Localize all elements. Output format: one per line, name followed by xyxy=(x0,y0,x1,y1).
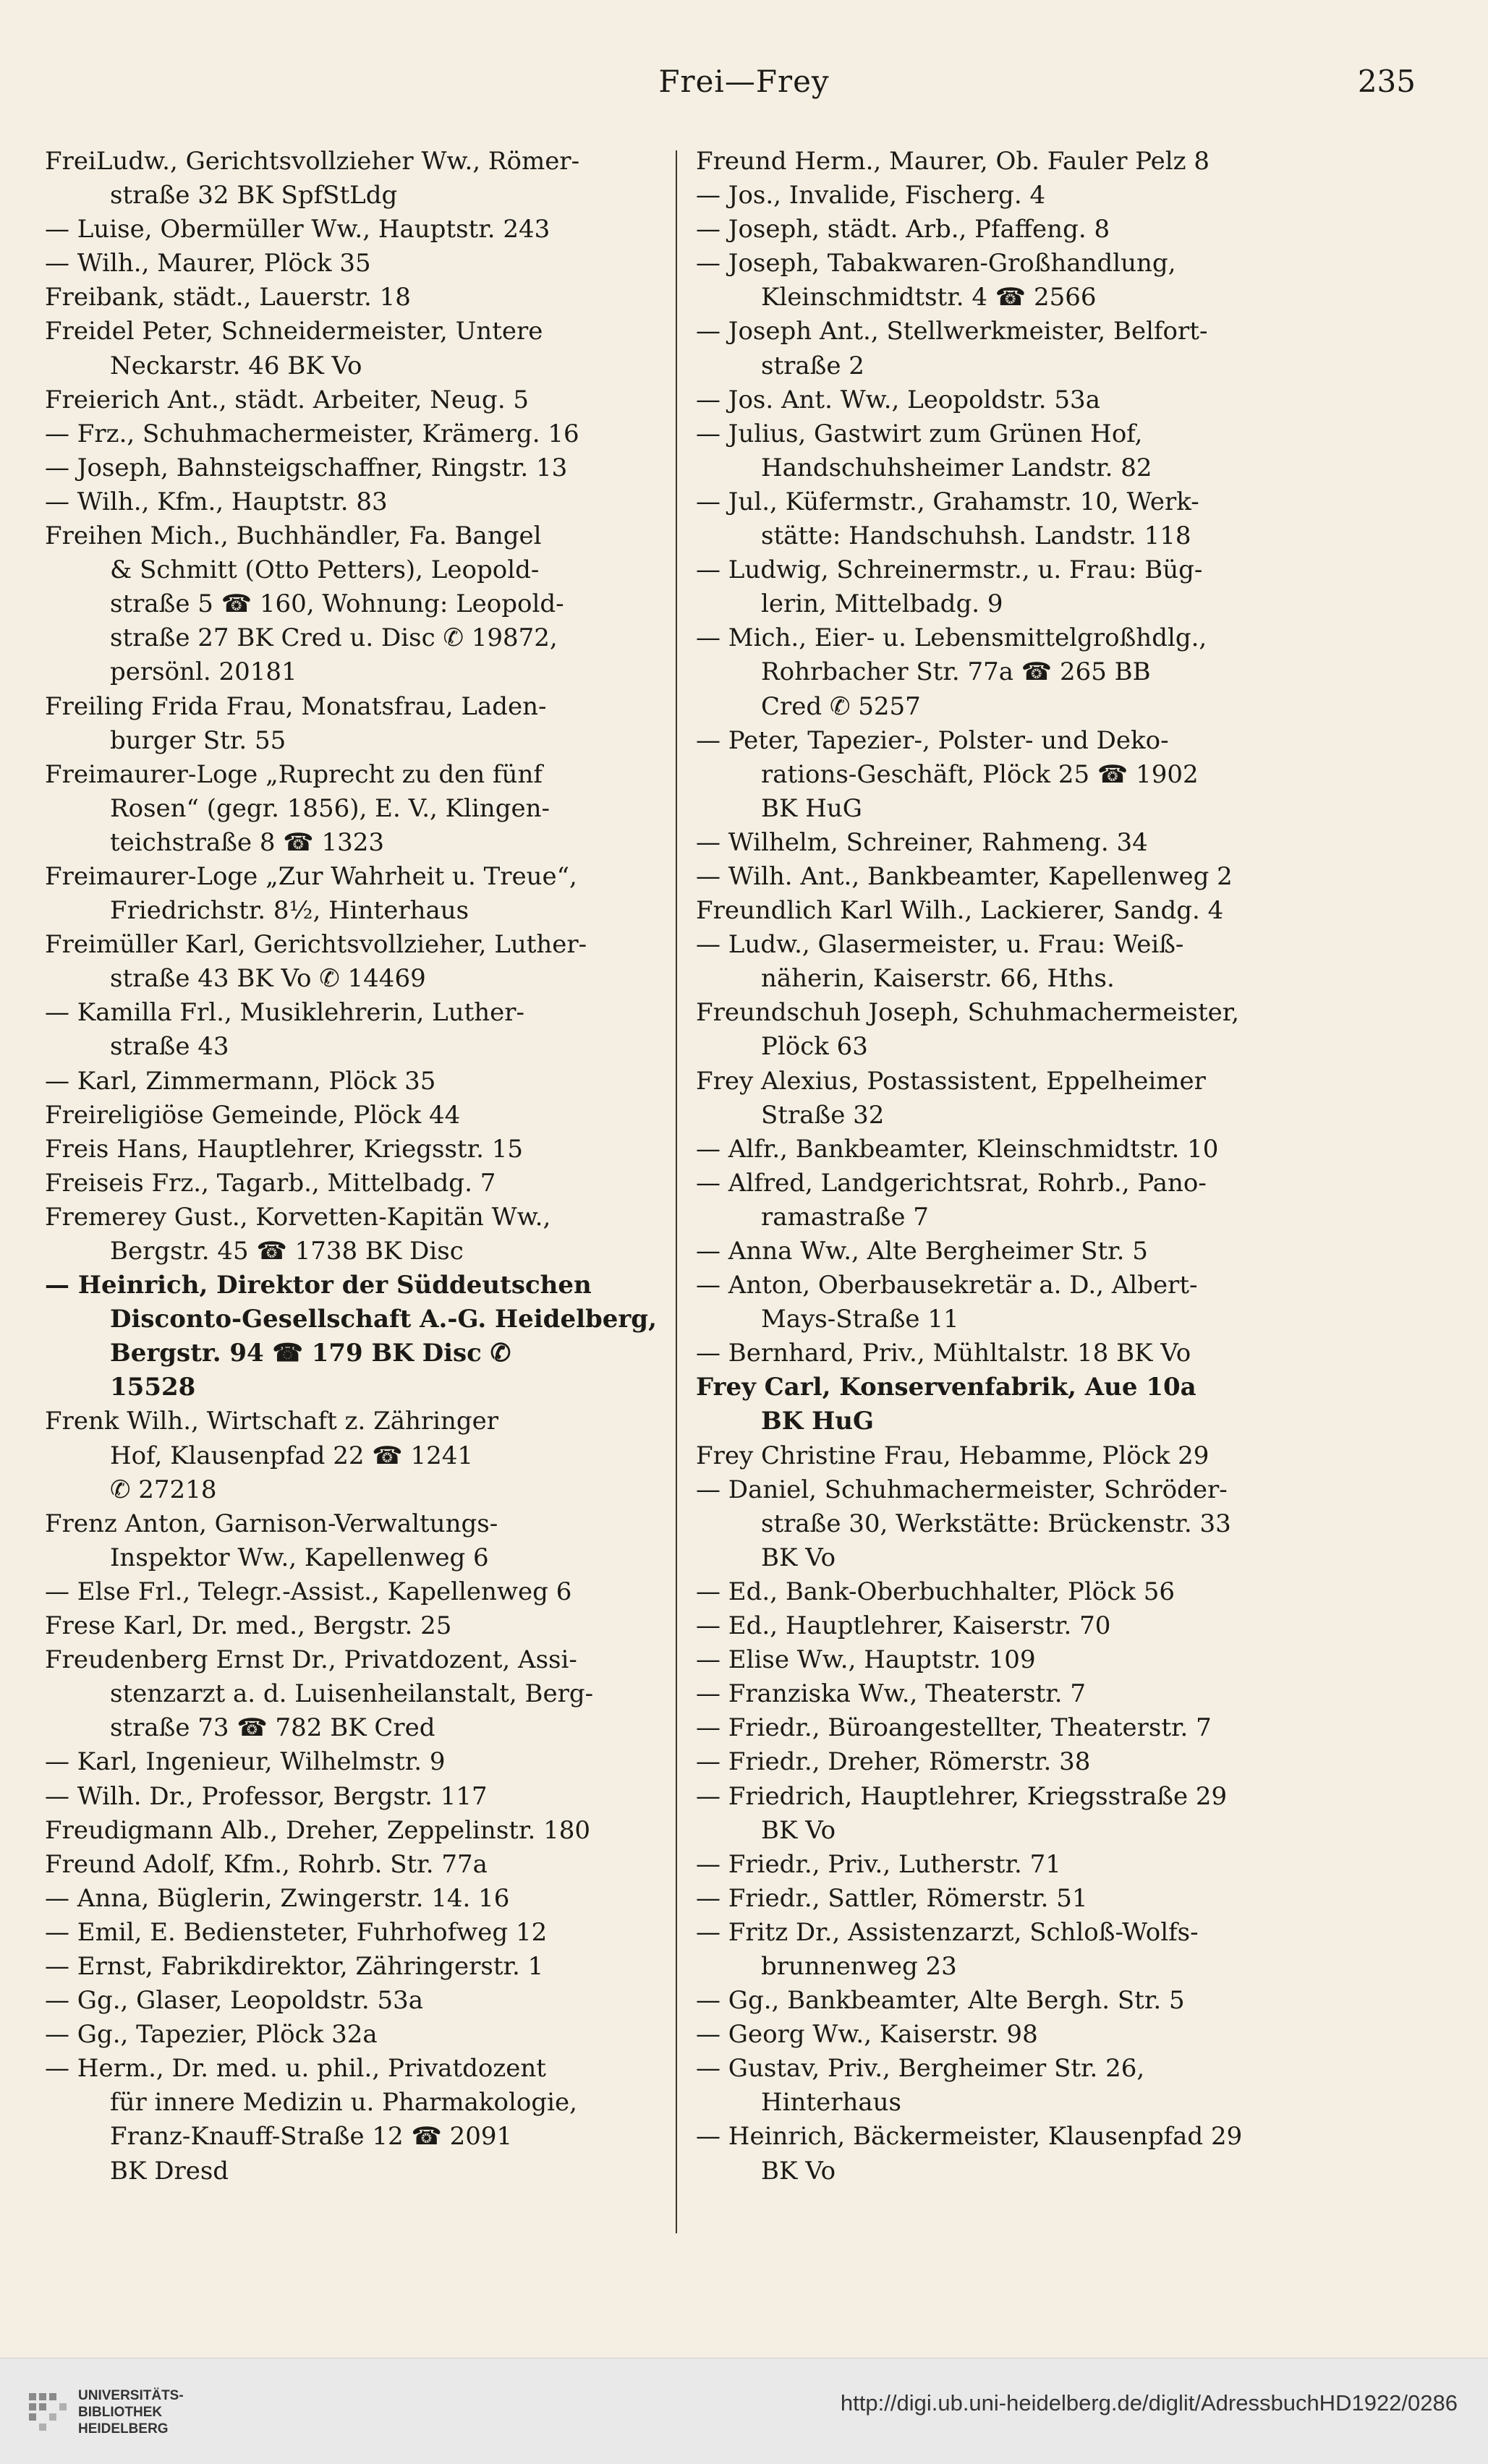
entry-line: Fremerey Gust., Korvetten-Kapitän Ww., xyxy=(45,1202,551,1232)
entry-line: — Anna Ww., Alte Bergheimer Str. 5 xyxy=(696,1237,1148,1266)
directory-entry xyxy=(696,213,1325,247)
entry-line: Freierich Ant., städt. Arbeiter, Neug. 5 xyxy=(45,385,530,414)
entry-line: — Georg Ww., Kaiserstr. 98 xyxy=(696,2020,1038,2050)
directory-entry xyxy=(696,1065,1325,1133)
directory-entry xyxy=(696,1882,1325,1916)
entry-line: Freiling Frida Frau, Monatsfrau, Laden- xyxy=(45,691,547,721)
directory-entry xyxy=(696,1575,1325,1609)
directory-entry xyxy=(45,485,681,519)
entry-line: — Wilhelm, Schreiner, Rahmeng. 34 xyxy=(696,827,1148,857)
entry-line: — Wilh. Ant., Bankbeamter, Kapellenweg 2 xyxy=(696,861,1233,891)
directory-entry xyxy=(45,758,681,860)
entry-line: Freund Adolf, Kfm., Rohrb. Str. 77a xyxy=(45,1849,488,1879)
source-url-link[interactable]: http://digi.ub.uni-heidelberg.de/diglit/AdressbuchHD1922/0286 xyxy=(840,2390,1458,2416)
entry-continuation-line: Hinterhaus xyxy=(761,2088,901,2118)
directory-entry xyxy=(45,145,681,213)
directory-entry xyxy=(696,724,1325,826)
directory-entry xyxy=(696,1370,1325,1438)
entry-line: — Wilh., Kfm., Hauptstr. 83 xyxy=(45,487,388,516)
entry-line: — Else Frl., Telegr.-Assist., Kapellenweg 6 xyxy=(45,1577,572,1606)
directory-entry xyxy=(696,826,1325,860)
directory-entry xyxy=(45,1848,681,1882)
directory-entry xyxy=(696,179,1325,213)
entry-continuation-line: Inspektor Ww., Kapellenweg 6 xyxy=(110,1543,489,1572)
entry-line: Freundschuh Joseph, Schuhmachermeister, xyxy=(696,998,1240,1028)
directory-entry xyxy=(45,1201,681,1269)
directory-entry xyxy=(45,1269,681,1404)
entry-line: Freundlich Karl Wilh., Lackierer, Sandg. 4 xyxy=(696,896,1224,926)
directory-entry xyxy=(45,1950,681,1984)
directory-entry xyxy=(696,894,1325,928)
entry-continuation-line: burger Str. 55 xyxy=(110,725,286,755)
directory-entry xyxy=(696,1677,1325,1711)
directory-entry xyxy=(696,2052,1325,2120)
directory-entry xyxy=(696,996,1325,1064)
directory-entry xyxy=(45,1984,681,2018)
entry-line: — Herm., Dr. med. u. phil., Privatdozent xyxy=(45,2054,546,2084)
entry-continuation-line: Cred ✆ 5257 xyxy=(761,691,921,721)
entry-line: — Julius, Gastwirt zum Grünen Hof, xyxy=(696,419,1143,448)
logo-line: BIBLIOTHEK xyxy=(78,2405,163,2420)
entry-line: Frese Karl, Dr. med., Bergstr. 25 xyxy=(45,1611,452,1641)
entry-continuation-line: Rosen“ (gegr. 1856), E. V., Klingen- xyxy=(110,793,550,823)
directory-entry xyxy=(45,996,681,1064)
directory-entry xyxy=(45,1099,681,1133)
entry-line: Frenk Wilh., Wirtschaft z. Zähringer xyxy=(45,1407,499,1436)
entry-line: — Anna, Büglerin, Zwingerstr. 14. 16 xyxy=(45,1883,510,1913)
entry-continuation-line: stenzarzt a. d. Luisenheilanstalt, Berg- xyxy=(110,1679,594,1709)
entry-continuation-line: straße 5 ☎ 160, Wohnung: Leopold- xyxy=(110,589,564,619)
entry-line: — Joseph, Tabakwaren-Großhandlung, xyxy=(696,249,1176,278)
directory-entry xyxy=(696,553,1325,621)
directory-entry xyxy=(45,860,681,928)
entry-continuation-line: Kleinschmidtstr. 4 ☎ 2566 xyxy=(761,283,1097,312)
entry-continuation-line: Straße 32 xyxy=(761,1100,885,1130)
directory-entry xyxy=(45,1575,681,1609)
entry-line: — Gg., Tapezier, Plöck 32a xyxy=(45,2020,378,2050)
entry-line: — Jul., Küfermstr., Grahamstr. 10, Werk- xyxy=(696,487,1199,516)
entry-continuation-line: straße 43 BK Vo ✆ 14469 xyxy=(110,964,426,994)
entry-line: Frey Alexius, Postassistent, Eppelheimer xyxy=(696,1066,1206,1096)
entry-line: — Gustav, Priv., Bergheimer Str. 26, xyxy=(696,2054,1145,2084)
entry-continuation-line: teichstraße 8 ☎ 1323 xyxy=(110,827,384,857)
directory-entry xyxy=(45,281,681,315)
directory-entry xyxy=(45,213,681,247)
entry-continuation-line: BK HuG xyxy=(761,1407,875,1436)
directory-entry xyxy=(696,1473,1325,1575)
directory-entry xyxy=(45,451,681,485)
directory-entry xyxy=(696,1848,1325,1882)
entry-line: — Gg., Glaser, Leopoldstr. 53a xyxy=(45,1986,423,2016)
entry-line: — Bernhard, Priv., Mühltalstr. 18 BK Vo xyxy=(696,1339,1191,1368)
entry-line: — Joseph, städt. Arb., Pfaffeng. 8 xyxy=(696,215,1110,244)
entry-line: — Wilh. Dr., Professor, Bergstr. 117 xyxy=(45,1781,488,1811)
entry-line: — Emil, E. Bediensteter, Fuhrhofweg 12 xyxy=(45,1917,548,1947)
entry-continuation-line: Rohrbacher Str. 77a ☎ 265 BB xyxy=(761,657,1151,687)
entry-continuation-line: Franz-Knauff-Straße 12 ☎ 2091 xyxy=(110,2122,513,2152)
entry-line: Freihen Mich., Buchhändler, Fa. Bangel xyxy=(45,521,542,551)
directory-entry xyxy=(696,1167,1325,1235)
entry-line: Freimaurer-Loge „Ruprecht zu den fünf xyxy=(45,759,543,789)
directory-entry xyxy=(696,621,1325,723)
directory-entry xyxy=(45,1065,681,1099)
entry-line: Freund Herm., Maurer, Ob. Fauler Pelz 8 xyxy=(696,147,1209,176)
entry-line: — Ed., Bank-Oberbuchhalter, Plöck 56 xyxy=(696,1577,1175,1606)
directory-entry xyxy=(696,1745,1325,1779)
directory-entry xyxy=(696,1439,1325,1473)
directory-entry xyxy=(45,383,681,417)
directory-entry xyxy=(696,315,1325,383)
entry-continuation-line: straße 27 BK Cred u. Disc ✆ 19872, xyxy=(110,623,558,653)
directory-entry xyxy=(45,1167,681,1201)
entry-line: — Gg., Bankbeamter, Alte Bergh. Str. 5 xyxy=(696,1986,1185,2016)
entry-continuation-line: & Schmitt (Otto Petters), Leopold- xyxy=(110,555,540,585)
directory-entry xyxy=(696,1916,1325,1984)
entry-line: — Ludwig, Schreinermstr., u. Frau: Büg- xyxy=(696,555,1203,585)
entry-line: Freidel Peter, Schneidermeister, Untere xyxy=(45,317,543,346)
directory-entry xyxy=(696,1711,1325,1745)
directory-entry xyxy=(45,690,681,758)
directory-entry xyxy=(45,1133,681,1167)
entry-continuation-line: Neckarstr. 46 BK Vo xyxy=(110,351,362,380)
entry-continuation-line: BK Vo xyxy=(761,2156,836,2186)
entry-line: — Kamilla Frl., Musiklehrerin, Luther- xyxy=(45,998,524,1028)
entry-line: — Friedr., Büroangestellter, Theaterstr. 7 xyxy=(696,1713,1212,1743)
entry-line: — Friedr., Sattler, Römerstr. 51 xyxy=(696,1883,1088,1913)
directory-entry xyxy=(696,485,1325,553)
entry-continuation-line: straße 30, Werkstätte: Brückenstr. 33 xyxy=(761,1509,1231,1538)
entry-line: — Elise Ww., Hauptstr. 109 xyxy=(696,1645,1036,1675)
entry-line: Freibank, städt., Lauerstr. 18 xyxy=(45,283,411,312)
entry-line: — Heinrich, Direktor der Süddeutschen xyxy=(45,1271,592,1300)
entry-continuation-line: straße 32 BK SpfStLdg xyxy=(110,181,398,210)
entry-line: — Joseph Ant., Stellwerkmeister, Belfort- xyxy=(696,317,1208,346)
directory-entry xyxy=(696,247,1325,315)
directory-entry xyxy=(45,519,681,689)
library-logo-text xyxy=(78,2387,184,2437)
entry-continuation-line: Disconto-Gesellschaft A.-G. Heidelberg, xyxy=(110,1305,657,1334)
entry-continuation-line: BK Vo xyxy=(761,1543,836,1572)
directory-entry xyxy=(45,1507,681,1575)
page-number: 235 xyxy=(1357,64,1416,99)
footer-bar xyxy=(0,2358,1488,2464)
entry-line: FreiLudw., Gerichtsvollzieher Ww., Römer- xyxy=(45,147,580,176)
entry-line: — Friedrich, Hauptlehrer, Kriegsstraße 29 xyxy=(696,1781,1228,1811)
directory-entry xyxy=(45,417,681,451)
entry-line: Freireligiöse Gemeinde, Plöck 44 xyxy=(45,1100,461,1130)
directory-entry xyxy=(696,2120,1325,2188)
directory-entry xyxy=(45,247,681,281)
entry-continuation-line: für innere Medizin u. Pharmakologie, xyxy=(110,2088,577,2118)
page-header xyxy=(43,64,1445,114)
entry-continuation-line: lerin, Mittelbadg. 9 xyxy=(761,589,1003,619)
directory-entry xyxy=(45,1404,681,1506)
directory-entry xyxy=(696,417,1325,485)
entry-continuation-line: ramastraße 7 xyxy=(761,1202,929,1232)
entry-continuation-line: ✆ 27218 xyxy=(110,1475,217,1504)
directory-entry xyxy=(45,1916,681,1950)
directory-entry xyxy=(696,1133,1325,1167)
entry-continuation-line: Friedrichstr. 8½, Hinterhaus xyxy=(110,896,469,926)
running-title: Frei—Frey xyxy=(658,64,830,99)
entry-line: — Luise, Obermüller Ww., Hauptstr. 243 xyxy=(45,215,550,244)
directory-entry xyxy=(696,860,1325,894)
entry-line: — Jos. Ant. Ww., Leopoldstr. 53a xyxy=(696,385,1100,414)
entry-line: — Karl, Zimmermann, Plöck 35 xyxy=(45,1066,436,1096)
entry-line: — Heinrich, Bäckermeister, Klausenpfad 29 xyxy=(696,2122,1243,2152)
directory-entry xyxy=(696,1643,1325,1677)
entry-continuation-line: stätte: Handschuhsh. Landstr. 118 xyxy=(761,521,1191,551)
directory-entry xyxy=(696,1337,1325,1370)
entry-line: Freimüller Karl, Gerichtsvollzieher, Luther- xyxy=(45,930,587,960)
entry-line: Freiseis Frz., Tagarb., Mittelbadg. 7 xyxy=(45,1168,496,1198)
entry-continuation-line: straße 2 xyxy=(761,351,864,380)
entry-continuation-line: 15528 xyxy=(110,1373,196,1402)
directory-entry xyxy=(696,1269,1325,1337)
entry-line: — Wilh., Maurer, Plöck 35 xyxy=(45,249,371,278)
entry-continuation-line: Bergstr. 45 ☎ 1738 BK Disc xyxy=(110,1237,464,1266)
entry-line: — Peter, Tapezier-, Polster- und Deko- xyxy=(696,725,1169,755)
directory-entry xyxy=(696,928,1325,996)
directory-entry xyxy=(45,1643,681,1745)
entry-line: Freudenberg Ernst Dr., Privatdozent, Assi- xyxy=(45,1645,577,1675)
entry-continuation-line: straße 43 xyxy=(110,1032,229,1062)
entry-continuation-line: straße 73 ☎ 782 BK Cred xyxy=(110,1713,435,1743)
entry-line: — Frz., Schuhmachermeister, Krämerg. 16 xyxy=(45,419,579,448)
entry-line: — Daniel, Schuhmachermeister, Schröder- xyxy=(696,1475,1228,1504)
directory-entry xyxy=(45,1882,681,1916)
entry-line: — Ernst, Fabrikdirektor, Zähringerstr. 1 xyxy=(45,1951,544,1981)
entry-line: — Friedr., Dreher, Römerstr. 38 xyxy=(696,1747,1091,1777)
directory-entry xyxy=(45,1609,681,1643)
entry-line: — Friedr., Priv., Lutherstr. 71 xyxy=(696,1849,1061,1879)
entry-continuation-line: BK Vo xyxy=(761,1815,836,1845)
entry-line: Frey Carl, Konservenfabrik, Aue 10a xyxy=(696,1373,1196,1402)
entry-line: — Ludw., Glasermeister, u. Frau: Weiß- xyxy=(696,930,1184,960)
entry-continuation-line: persönl. 20181 xyxy=(110,657,297,687)
directory-entry xyxy=(45,2052,681,2188)
entry-continuation-line: Hof, Klausenpfad 22 ☎ 1241 xyxy=(110,1441,473,1470)
entry-line: — Ed., Hauptlehrer, Kaiserstr. 70 xyxy=(696,1611,1111,1641)
entry-line: — Karl, Ingenieur, Wilhelmstr. 9 xyxy=(45,1747,446,1777)
entry-line: — Alfred, Landgerichtsrat, Rohrb., Pano- xyxy=(696,1168,1207,1198)
entry-line: Frenz Anton, Garnison-Verwaltungs- xyxy=(45,1509,498,1538)
directory-entry xyxy=(696,145,1325,179)
directory-entry xyxy=(45,2018,681,2052)
entry-continuation-line: Bergstr. 94 ☎ 179 BK Disc ✆ xyxy=(110,1339,511,1368)
entry-line: — Joseph, Bahnsteigschaffner, Ringstr. 13 xyxy=(45,453,568,482)
logo-line: HEIDELBERG xyxy=(78,2421,169,2437)
entry-continuation-line: brunnenweg 23 xyxy=(761,1951,957,1981)
directory-entry xyxy=(45,315,681,383)
entry-line: — Fritz Dr., Assistenzarzt, Schloß-Wolfs- xyxy=(696,1917,1199,1947)
entry-line: Freimaurer-Loge „Zur Wahrheit u. Treue“, xyxy=(45,861,577,891)
right-column xyxy=(696,145,1325,2188)
entry-line: — Mich., Eier- u. Lebensmittelgroßhdlg., xyxy=(696,623,1207,653)
directory-entry xyxy=(45,1780,681,1814)
column-divider xyxy=(676,150,677,2233)
directory-entry xyxy=(45,1745,681,1779)
entry-continuation-line: rations-Geschäft, Plöck 25 ☎ 1902 xyxy=(761,759,1199,789)
entry-continuation-line: näherin, Kaiserstr. 66, Hths. xyxy=(761,964,1115,994)
entry-line: Frey Christine Frau, Hebamme, Plöck 29 xyxy=(696,1441,1209,1470)
entry-line: — Anton, Oberbausekretär a. D., Albert- xyxy=(696,1271,1198,1300)
directory-entry xyxy=(696,383,1325,417)
entry-continuation-line: Handschuhsheimer Landstr. 82 xyxy=(761,453,1152,482)
entry-continuation-line: Mays-Straße 11 xyxy=(761,1305,959,1334)
directory-entry xyxy=(45,928,681,996)
directory-entry xyxy=(696,1780,1325,1848)
directory-entry xyxy=(45,1814,681,1848)
left-column xyxy=(45,145,681,2188)
entry-continuation-line: BK HuG xyxy=(761,793,862,823)
entry-continuation-line: Plöck 63 xyxy=(761,1032,868,1062)
directory-entry xyxy=(696,1609,1325,1643)
entry-line: — Franziska Ww., Theaterstr. 7 xyxy=(696,1679,1087,1709)
logo-line: UNIVERSITÄTS- xyxy=(78,2388,184,2403)
university-library-logo-icon xyxy=(27,2392,69,2434)
entry-continuation-line: BK Dresd xyxy=(110,2156,229,2186)
directory-entry xyxy=(696,2018,1325,2052)
entry-line: Freudigmann Alb., Dreher, Zeppelinstr. 180 xyxy=(45,1815,590,1845)
directory-entry xyxy=(696,1235,1325,1269)
entry-line: — Alfr., Bankbeamter, Kleinschmidtstr. 10 xyxy=(696,1134,1219,1164)
directory-entry xyxy=(696,1984,1325,2018)
entry-line: Freis Hans, Hauptlehrer, Kriegsstr. 15 xyxy=(45,1134,523,1164)
entry-line: — Jos., Invalide, Fischerg. 4 xyxy=(696,181,1046,210)
